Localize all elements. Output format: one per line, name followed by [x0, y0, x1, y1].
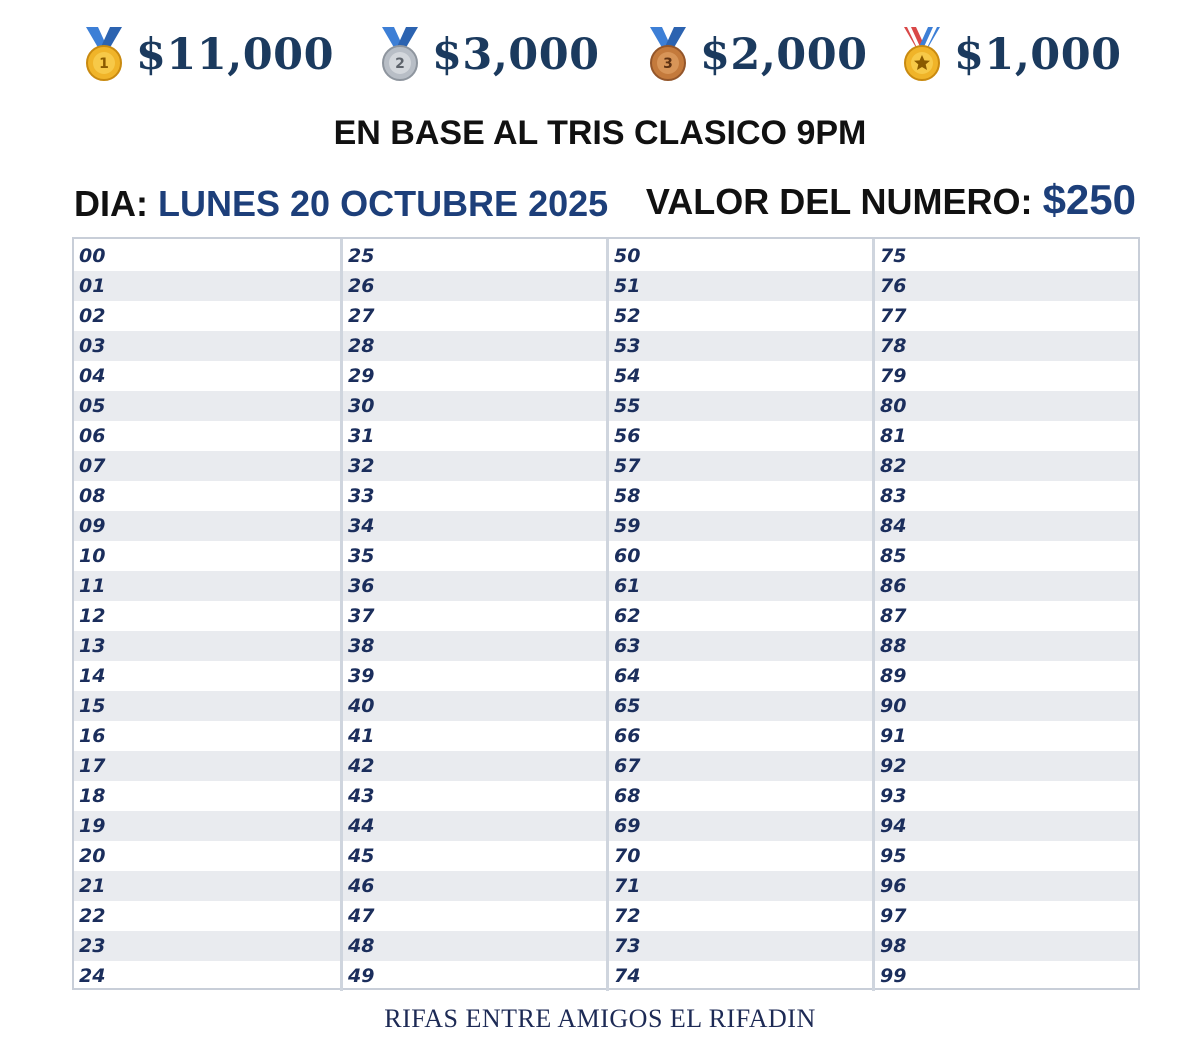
- number-cell[interactable]: 67: [609, 751, 872, 781]
- numbers-column: [74, 239, 340, 991]
- number-cell[interactable]: 44: [343, 811, 606, 841]
- number-cell[interactable]: 80: [875, 391, 1138, 421]
- number-cell[interactable]: 39: [348, 665, 375, 687]
- svg-text:3: 3: [663, 56, 673, 72]
- number-cell[interactable]: 25: [348, 245, 375, 267]
- number-cell[interactable]: 89: [880, 665, 907, 687]
- number-cell[interactable]: 33: [348, 485, 375, 507]
- number-price-label: VALOR DEL NUMERO:: [645, 181, 1033, 222]
- number-cell[interactable]: 56: [614, 425, 641, 447]
- number-cell[interactable]: 11: [74, 571, 340, 601]
- number-cell[interactable]: 20: [79, 845, 106, 867]
- draw-date-label: DIA:: [74, 183, 148, 224]
- number-cell[interactable]: 29: [348, 365, 375, 387]
- number-cell[interactable]: 84: [875, 511, 1138, 541]
- number-cell[interactable]: 60: [614, 545, 641, 567]
- number-cell[interactable]: 92: [875, 751, 1138, 781]
- number-cell[interactable]: 79: [880, 365, 907, 387]
- numbers-column: [340, 239, 606, 991]
- number-cell[interactable]: 32: [343, 451, 606, 481]
- number-cell[interactable]: 83: [880, 485, 907, 507]
- first-place-medal-icon: [80, 25, 128, 85]
- number-cell[interactable]: 55: [609, 391, 872, 421]
- number-price-value: $250: [1042, 176, 1136, 223]
- number-cell[interactable]: 28: [343, 331, 606, 361]
- number-cell[interactable]: 49: [348, 965, 375, 987]
- number-cell[interactable]: 86: [875, 571, 1138, 601]
- number-cell[interactable]: 77: [880, 305, 907, 327]
- number-cell[interactable]: 50: [614, 245, 641, 267]
- prize-list: [0, 22, 1200, 88]
- prize-amount: $1,000: [954, 30, 1122, 80]
- number-cell[interactable]: 97: [880, 905, 907, 927]
- prize-amount: $2,000: [700, 30, 868, 80]
- number-cell[interactable]: 90: [875, 691, 1138, 721]
- number-cell[interactable]: 07: [74, 451, 340, 481]
- number-price: [646, 176, 1136, 224]
- number-cell[interactable]: 87: [880, 605, 907, 627]
- svg-text:2: 2: [395, 56, 405, 72]
- number-cell[interactable]: 22: [79, 905, 106, 927]
- number-cell[interactable]: 24: [79, 965, 106, 987]
- number-cell[interactable]: 16: [79, 725, 106, 747]
- number-cell[interactable]: 26: [343, 271, 606, 301]
- number-cell[interactable]: 69: [609, 811, 872, 841]
- number-cell[interactable]: 45: [348, 845, 375, 867]
- number-cell[interactable]: 05: [74, 391, 340, 421]
- number-cell[interactable]: 48: [343, 931, 606, 961]
- number-cell[interactable]: 43: [348, 785, 375, 807]
- number-cell[interactable]: 14: [79, 665, 106, 687]
- star-medal-icon: [898, 25, 946, 85]
- number-cell[interactable]: 57: [609, 451, 872, 481]
- number-cell[interactable]: 59: [609, 511, 872, 541]
- svg-text:1: 1: [99, 56, 109, 72]
- number-cell[interactable]: 35: [348, 545, 375, 567]
- number-cell[interactable]: 36: [343, 571, 606, 601]
- number-cell[interactable]: 38: [343, 631, 606, 661]
- number-cell[interactable]: 76: [875, 271, 1138, 301]
- number-cell[interactable]: 96: [875, 871, 1138, 901]
- number-cell[interactable]: 52: [614, 305, 641, 327]
- number-cell[interactable]: 88: [875, 631, 1138, 661]
- number-cell[interactable]: 21: [74, 871, 340, 901]
- number-cell[interactable]: 41: [348, 725, 375, 747]
- number-cell[interactable]: 74: [614, 965, 641, 987]
- number-cell[interactable]: 82: [875, 451, 1138, 481]
- number-cell[interactable]: 47: [348, 905, 375, 927]
- number-cell[interactable]: 58: [614, 485, 641, 507]
- number-cell[interactable]: 04: [79, 365, 106, 387]
- numbers-column: [872, 239, 1138, 991]
- numbers-column: [606, 239, 872, 991]
- number-cell[interactable]: 09: [74, 511, 340, 541]
- number-cell[interactable]: 12: [79, 605, 106, 627]
- number-cell[interactable]: 19: [74, 811, 340, 841]
- number-cell[interactable]: 18: [79, 785, 106, 807]
- number-cell[interactable]: 75: [880, 245, 907, 267]
- number-cell[interactable]: 17: [74, 751, 340, 781]
- draw-basis-title: EN BASE AL TRIS CLASICO 9PM: [333, 114, 867, 152]
- number-cell[interactable]: 95: [880, 845, 907, 867]
- number-cell[interactable]: 78: [875, 331, 1138, 361]
- number-cell[interactable]: 61: [609, 571, 872, 601]
- footer-brand: RIFAS ENTRE AMIGOS EL RIFADIN: [384, 1004, 816, 1033]
- number-cell[interactable]: 98: [875, 931, 1138, 961]
- numbers-grid: [72, 237, 1140, 990]
- prize-first: [80, 22, 334, 88]
- prize-fourth: [898, 22, 1122, 88]
- number-cell[interactable]: 91: [880, 725, 907, 747]
- number-cell[interactable]: 13: [74, 631, 340, 661]
- prize-amount: $3,000: [432, 30, 600, 80]
- number-cell[interactable]: 08: [79, 485, 106, 507]
- number-cell[interactable]: 15: [74, 691, 340, 721]
- number-cell[interactable]: 65: [609, 691, 872, 721]
- number-cell[interactable]: 66: [614, 725, 641, 747]
- number-cell[interactable]: 73: [609, 931, 872, 961]
- number-cell[interactable]: 37: [348, 605, 375, 627]
- number-cell[interactable]: 01: [74, 271, 340, 301]
- number-cell[interactable]: 42: [343, 751, 606, 781]
- third-place-medal-icon: [644, 25, 692, 85]
- second-place-medal-icon: [376, 25, 424, 85]
- prize-amount: $11,000: [136, 30, 334, 80]
- number-cell[interactable]: 85: [880, 545, 907, 567]
- number-cell[interactable]: 30: [343, 391, 606, 421]
- number-cell[interactable]: 54: [614, 365, 641, 387]
- number-cell[interactable]: 31: [348, 425, 375, 447]
- number-cell[interactable]: 34: [343, 511, 606, 541]
- number-cell[interactable]: 93: [880, 785, 907, 807]
- number-cell[interactable]: 62: [614, 605, 641, 627]
- number-cell[interactable]: 10: [79, 545, 106, 567]
- number-cell[interactable]: 40: [343, 691, 606, 721]
- number-cell[interactable]: 63: [609, 631, 872, 661]
- number-cell[interactable]: 72: [614, 905, 641, 927]
- number-cell[interactable]: 00: [79, 245, 106, 267]
- prize-second: [376, 22, 600, 88]
- number-cell[interactable]: 70: [614, 845, 641, 867]
- number-cell[interactable]: 02: [79, 305, 106, 327]
- number-cell[interactable]: 03: [74, 331, 340, 361]
- draw-date: [74, 183, 608, 225]
- number-cell[interactable]: 81: [880, 425, 907, 447]
- number-cell[interactable]: 94: [875, 811, 1138, 841]
- number-cell[interactable]: 27: [348, 305, 375, 327]
- number-cell[interactable]: 46: [343, 871, 606, 901]
- number-cell[interactable]: 06: [79, 425, 106, 447]
- prize-third: [644, 22, 868, 88]
- number-cell[interactable]: 68: [614, 785, 641, 807]
- number-cell[interactable]: 23: [74, 931, 340, 961]
- number-cell[interactable]: 64: [614, 665, 641, 687]
- draw-date-value: LUNES 20 OCTUBRE 2025: [158, 183, 609, 224]
- number-cell[interactable]: 99: [880, 965, 907, 987]
- number-cell[interactable]: 51: [609, 271, 872, 301]
- number-cell[interactable]: 53: [609, 331, 872, 361]
- number-cell[interactable]: 71: [609, 871, 872, 901]
